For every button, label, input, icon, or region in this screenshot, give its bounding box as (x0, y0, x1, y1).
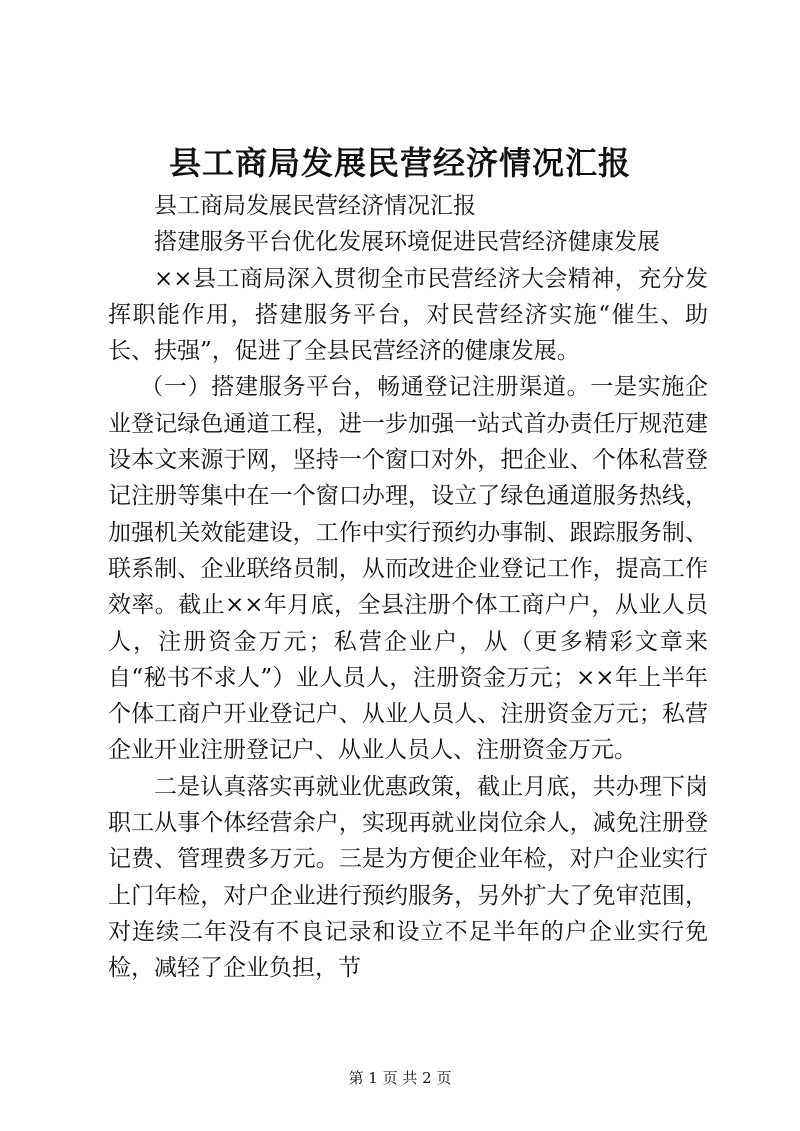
section-two-paragraph: 二是认真落实再就业优惠政策，截止月底，共办理下岗职工从事个体经营余户，实现再就业岗位余人，减免注册登记费、管理费多万元。三是为方便企业年检，对户企业实行上门年检，对户企业进行预约服务，另外扩大了免审范围，对连续二年没有不良记录和设立不足半年的户企业实行免检，减轻了企业负担，节 (108, 773, 708, 982)
subheading-line: 搭建服务平台优化发展环境促进民营经济健康发展 (154, 229, 660, 256)
subtitle-line: 县工商局发展民营经济情况汇报 (154, 193, 476, 219)
section-one-paragraph: （一）搭建服务平台，畅通登记注册渠道。一是实施企业登记绿色通道工程，进一步加强一站式首办责任厅规范建设本文来源于网，坚持一个窗口对外，把企业、个体私营登记注册等集中在一个窗口办理，设立了绿色通道服务热线，加强机关效能建设，工作中实行预约办事制、跟踪服务制、联系制、企业联络员制，从而改进企业登记工作，提高工作效率。截止××年月底，全县注册个体工商户户，从业人员人，注册资金万元；私营企业户，从（更多精彩文章来自“秘书不求人”）业人员人，注册资金万元；××年上半年个体工商户开业登记户、从业人员人、注册资金万元；私营企业开业注册登记户、从业人员人、注册资金万元。 (108, 374, 708, 764)
intro-paragraph: ××县工商局深入贯彻全市民营经济大会精神，充分发挥职能作用，搭建服务平台，对民营经济实施“催生、助长、扶强”，促进了全县民营经济的健康发展。 (108, 265, 708, 365)
document-body (108, 188, 708, 987)
document-title: 县工商局发展民营经济情况汇报 (168, 144, 631, 182)
page-number-footer: 第 1 页 共 2 页 (348, 1069, 452, 1087)
